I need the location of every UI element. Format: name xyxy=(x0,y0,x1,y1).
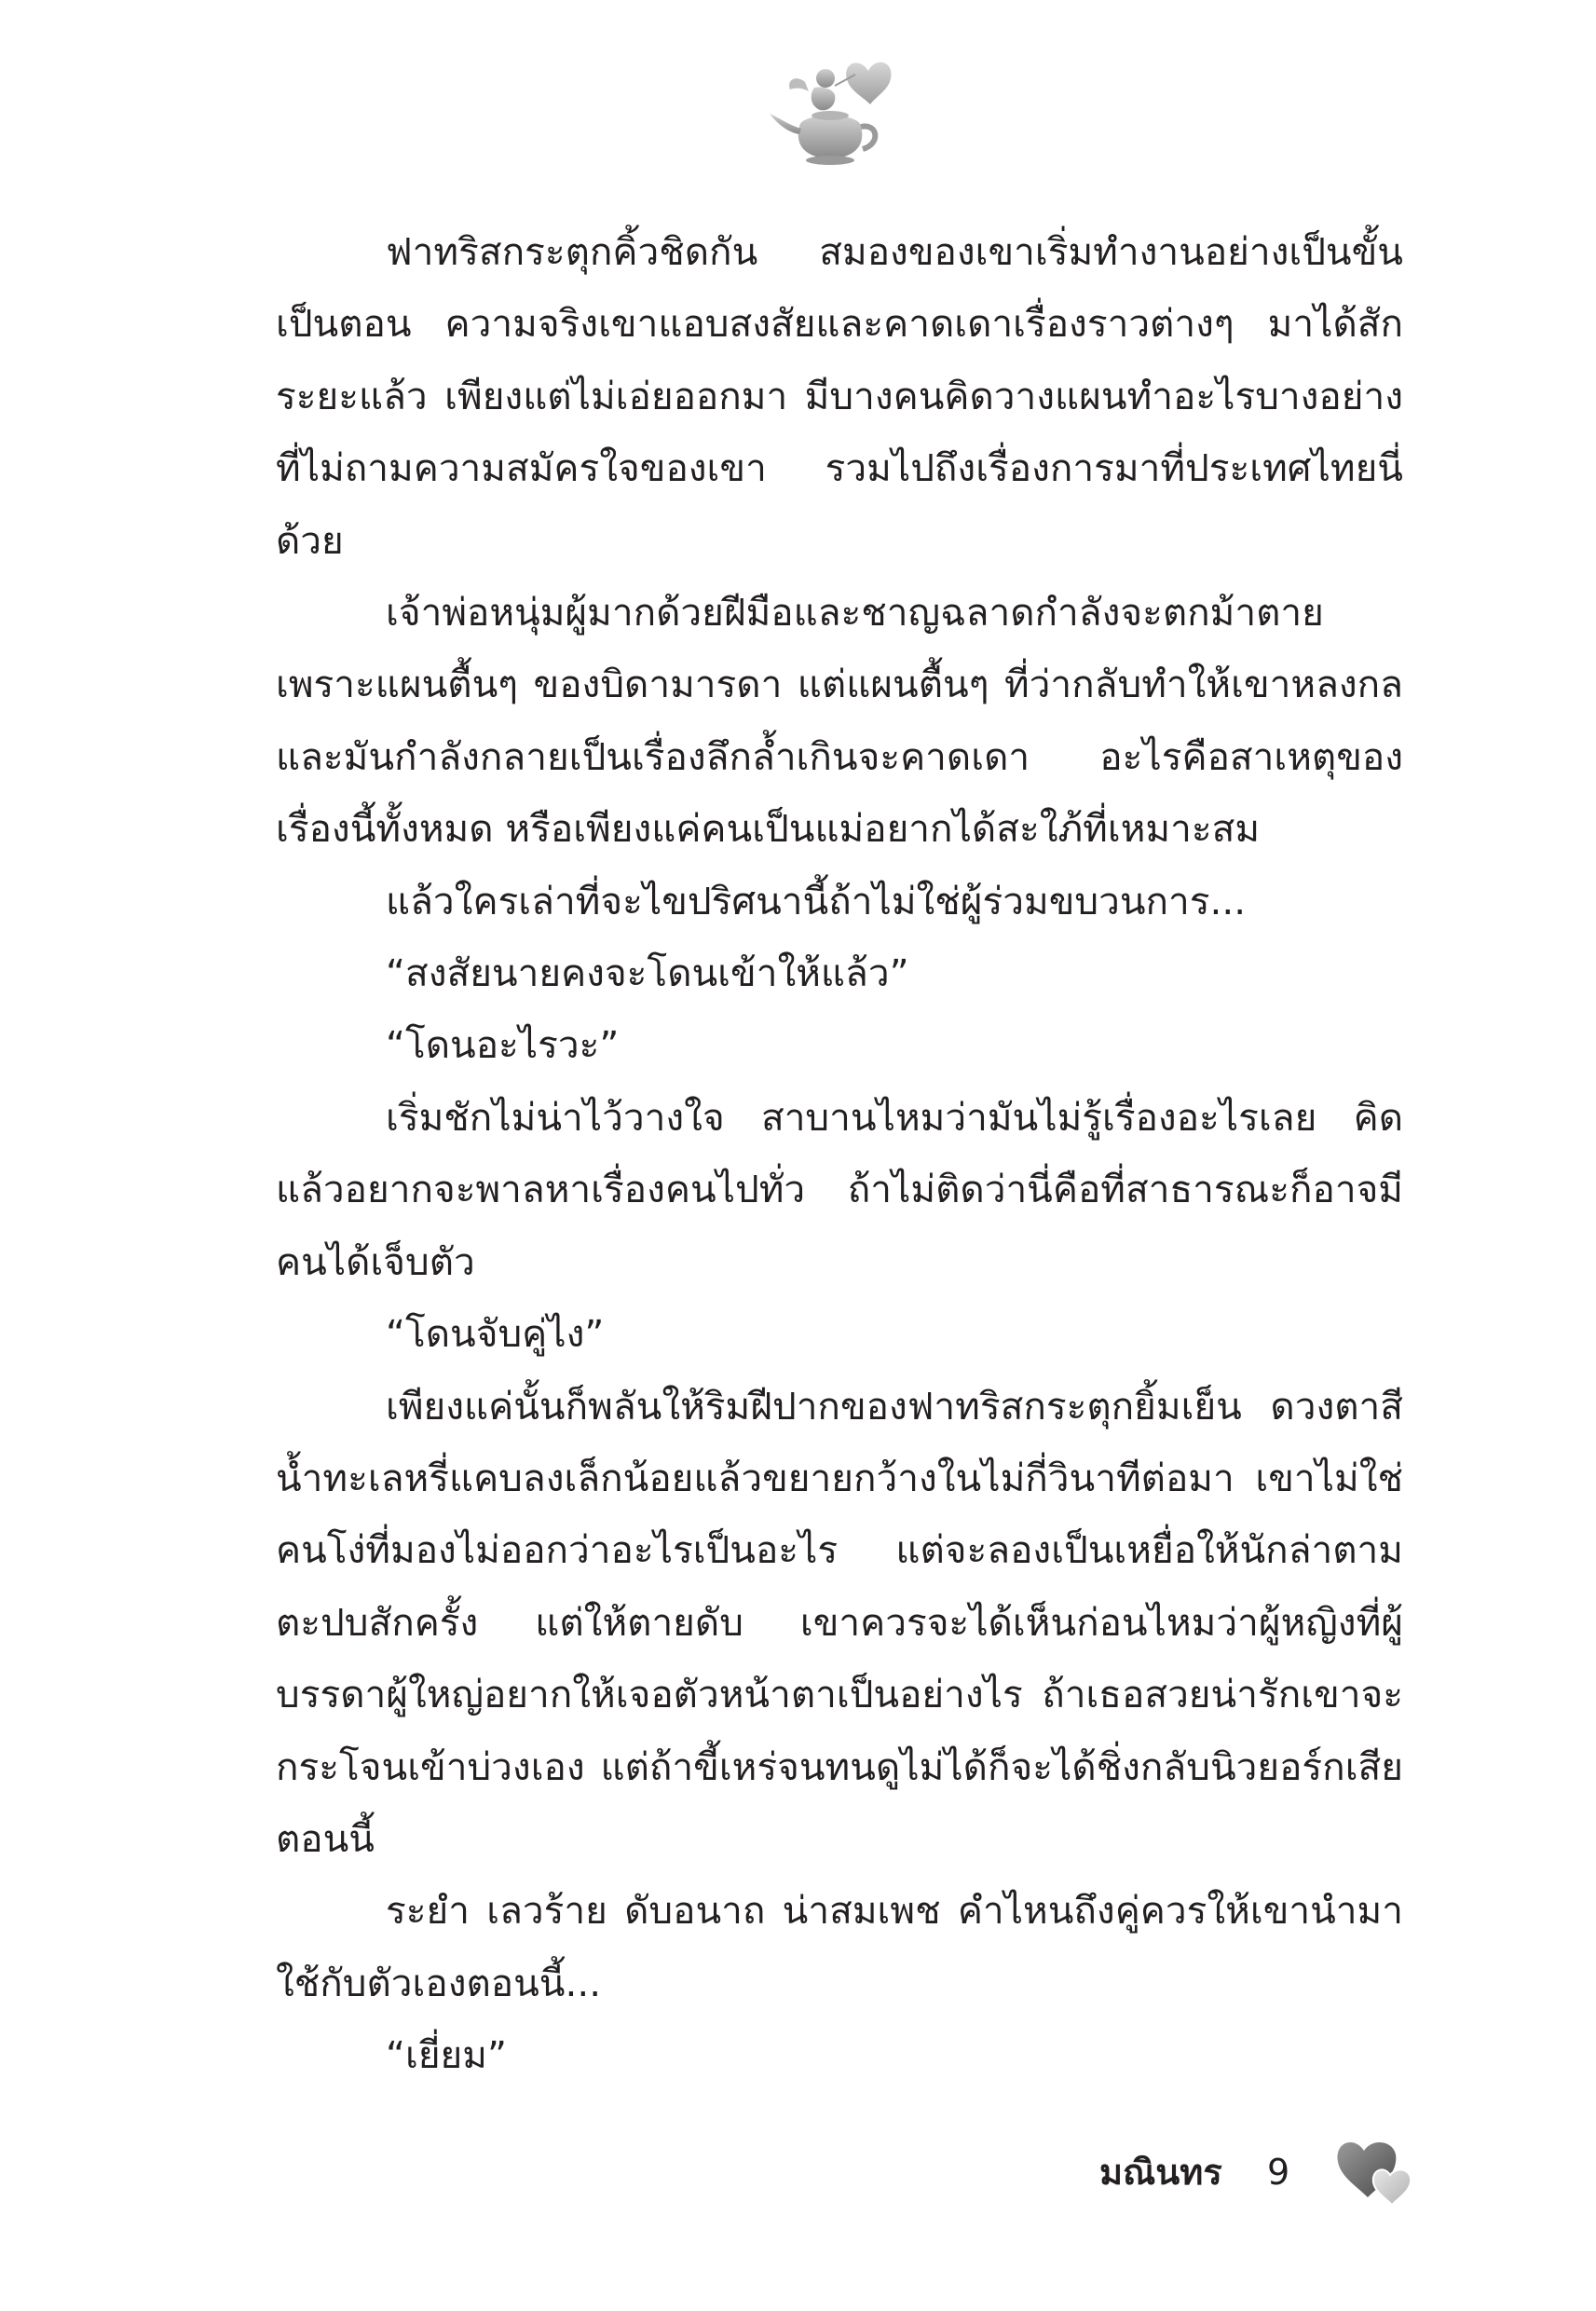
paragraph: ระยำ เลวร้าย ดับอนาถ น่าสมเพช คำไหนถึงคู่ควรให้เขานำมาใช้กับตัวเองตอนนี้... xyxy=(276,1888,1403,2005)
page-number: 9 xyxy=(1267,2152,1290,2193)
dialogue-line: “สงสัยนายคงจะโดนเข้าให้แล้ว” xyxy=(386,950,909,996)
dialogue-line: “โดนอะไรวะ” xyxy=(386,1022,620,1068)
dialogue-line: “เยี่ยม” xyxy=(386,2032,507,2078)
paragraph: ฟาทริสกระตุกคิ้วชิดกัน สมองของเขาเริ่มทำงานอย่างเป็นขั้นเป็นตอน ความจริงเขาแอบสงสัยและคาดเดาเรื่องราวต่างๆ มาได้สักระยะแล้ว เพียงแต่ไม่เอ่ยออกมา มีบางคนคิดวางแผนทำอะไรบางอย่างที่ไม่ถามความสมัครใจของเขา รวมไปถึงเรื่องการมาที่ประเทศไทยนี่ด้วย xyxy=(276,229,1403,563)
paragraph: เริ่มชักไม่น่าไว้วางใจ สาบานไหมว่ามันไม่รู้เรื่องอะไรเลย คิดแล้วอยากจะพาลหาเรื่องคนไปทั่ว ถ้าไม่ติดว่านี่คือที่สาธารณะก็อาจมีคนได้เจ็บตัว xyxy=(276,1094,1403,1284)
cupid-teapot-heart-icon xyxy=(758,54,907,175)
paragraph: แล้วใครเล่าที่จะไขปริศนานี้ถ้าไม่ใช่ผู้ร่วมขบวนการ... xyxy=(386,878,1247,923)
paragraph: เพียงแค่นั้นก็พลันให้ริมฝีปากของฟาทริสกระตุกยิ้มเย็น ดวงตาสีน้ำทะเลหรี่แคบลงเล็กน้อยแล้วขยายกว้างในไม่กี่วินาทีต่อมา เขาไม่ใช่คนโง่ที่มองไม่ออกว่าอะไรเป็นอะไร แต่จะลองเป็นเหยื่อให้นักล่าตามตะปบสักครั้ง แต่ให้ตายดับ เขาควรจะได้เห็นก่อนไหมว่าผู้หญิงที่ผู้บรรดาผู้ใหญ่อยากให้เจอตัวหน้าตาเป็นอย่างไร ถ้าเธอสวยน่ารักเขาจะกระโจนเข้าบ่วงเอง แต่ถ้าขี้เหร่จนทนดูไม่ได้ก็จะได้ชิ่งกลับนิวยอร์กเสียตอนนี้ xyxy=(276,1383,1403,1861)
author-name: มณินทร xyxy=(1099,2152,1222,2193)
page-footer xyxy=(1099,2130,1416,2223)
dialogue-line: “โดนจับคู่ไง” xyxy=(386,1311,605,1357)
paragraph: เจ้าพ่อหนุ่มผู้มากด้วยฝีมือและชาญฉลาดกำลังจะตกม้าตายเพราะแผนตื้นๆ ของบิดามารดา แต่แผนตื้นๆ ที่ว่ากลับทำให้เขาหลงกลและมันกำลังกลายเป็นเรื่องลึกล้ำเกินจะคาดเดา อะไรคือสาเหตุของเรื่องนี้ทั้งหมด หรือเพียงแค่คนเป็นแม่อยากได้สะใภ้ที่เหมาะสม xyxy=(276,590,1403,852)
double-heart-icon xyxy=(1332,2130,1416,2214)
page-body xyxy=(276,216,1403,2092)
